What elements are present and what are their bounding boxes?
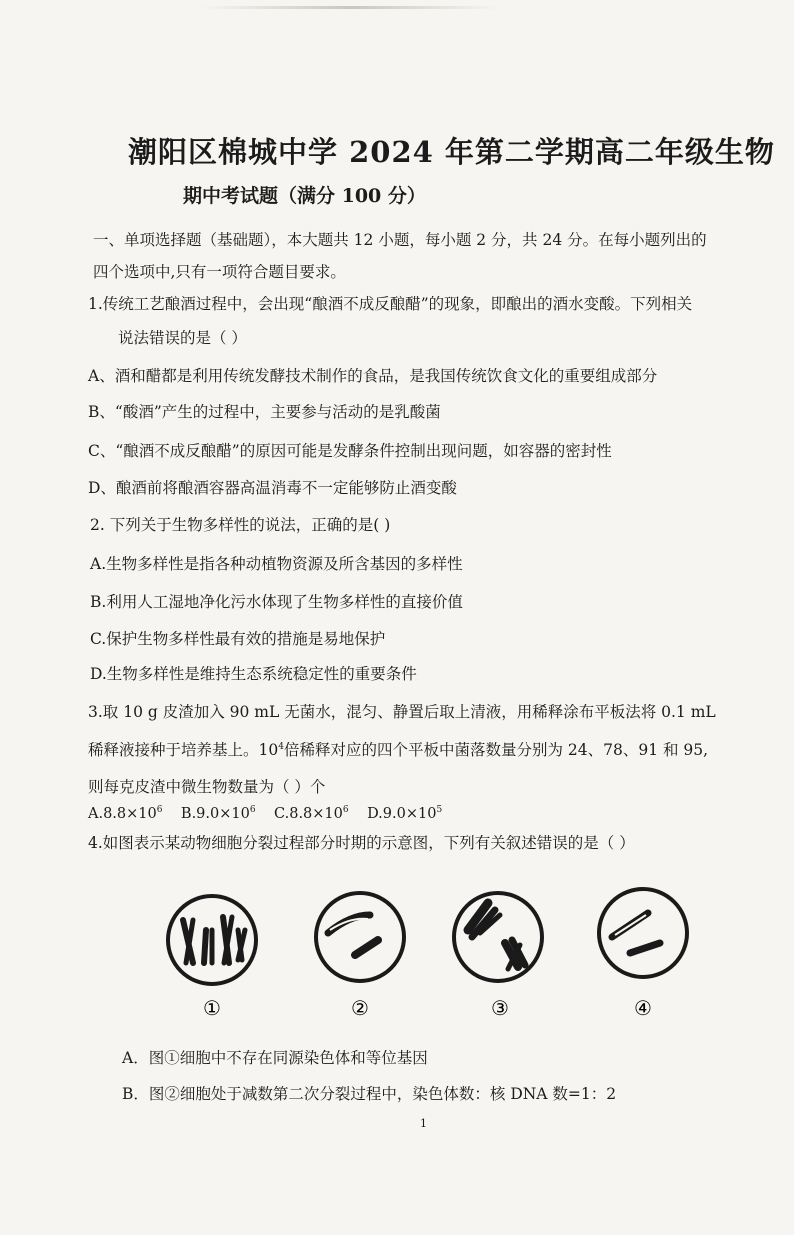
cell-1 — [168, 896, 256, 984]
q2-stem: 2. 下列关于生物多样性的说法，正确的是( ) — [90, 516, 391, 534]
q2-option-c: C.保护生物多样性最有效的措施是易地保护 — [90, 630, 386, 648]
q3-option-a: $A.8.8\times 10^6$ — [88, 805, 163, 822]
page-number: 1 — [420, 1117, 427, 1130]
exam-subtitle: 期中考试题（满分 100 分） — [183, 185, 426, 207]
figure-label-2: ② — [351, 996, 369, 1020]
q3-line2-part2: 倍稀释对应的四个平板中菌落数量分别为 24、78、91 和 95, — [283, 741, 709, 759]
exam-title: 潮阳区棉城中学 2024 年第二学期高二年级生物 — [128, 135, 775, 169]
q1-stem-line1: 1.传统工艺酿酒过程中，会出现“酿酒不成反酿醋”的现象，即酿出的酒水变酸。下列相关 — [88, 295, 693, 313]
cell-division-figure — [150, 885, 710, 1025]
scan-artifact — [200, 6, 500, 9]
cell-4 — [599, 889, 687, 977]
section-heading-line1: 一、单项选择题（基础题），本大题共 12 小题，每小题 2 分，共 24 分。在每小题列出的 — [93, 231, 707, 249]
q1-stem-line2: 说法错误的是（ ） — [118, 329, 247, 347]
q1-option-b: B、“酸酒”产生的过程中，主要参与活动的是乳酸菌 — [88, 403, 441, 421]
q1-option-d: D、酿酒前将酿酒容器高温消毒不一定能够防止酒变酸 — [88, 479, 457, 497]
figure-label-3: ③ — [491, 996, 509, 1020]
q3-line2-part1: 稀释液接种于培养基上。10 — [88, 741, 279, 759]
q3-option-b: $B.9.0\times 10^6$ — [180, 805, 256, 822]
figure-label-4: ④ — [634, 996, 652, 1020]
cell-3 — [454, 893, 542, 981]
q2-option-d: D.生物多样性是维持生态系统稳定性的重要条件 — [90, 665, 417, 683]
q3-option-c: $C.8.8\times 10^6$ — [274, 805, 349, 822]
q2-option-b: B.利用人工湿地净化污水体现了生物多样性的直接价值 — [90, 593, 463, 611]
q4-option-a: A．图①细胞中不存在同源染色体和等位基因 — [122, 1049, 428, 1067]
q1-option-c: C、“酿酒不成反酿醋”的原因可能是发酵条件控制出现问题，如容器的密封性 — [88, 442, 612, 460]
q3-line2 — [88, 738, 708, 760]
figure-label-1: ① — [203, 996, 221, 1020]
q3-line1: 3.取 10 g 皮渣加入 90 mL 无菌水，混匀、静置后取上清液，用稀释涂布平板法将 0.1 mL — [88, 703, 716, 721]
q3-options — [88, 806, 442, 822]
q4-option-b: B．图②细胞处于减数第二次分裂过程中，染色体数：核 DNA 数=1：2 — [122, 1085, 617, 1103]
q2-option-a: A.生物多样性是指各种动植物资源及所含基因的多样性 — [90, 555, 463, 573]
q3-line2-exponent: 4 — [278, 741, 284, 752]
cell-2 — [316, 893, 404, 981]
q4-stem: 4.如图表示某动物细胞分裂过程部分时期的示意图，下列有关叙述错误的是（ ） — [88, 834, 635, 852]
section-heading-line2: 四个选项中,只有一项符合题目要求。 — [93, 263, 346, 281]
q3-option-d: $D.9.0\times 10^5$ — [367, 805, 443, 822]
q3-line3: 则每克皮渣中微生物数量为（ ）个 — [88, 778, 326, 796]
q1-option-a: A、酒和醋都是利用传统发酵技术制作的食品，是我国传统饮食文化的重要组成部分 — [88, 367, 658, 385]
